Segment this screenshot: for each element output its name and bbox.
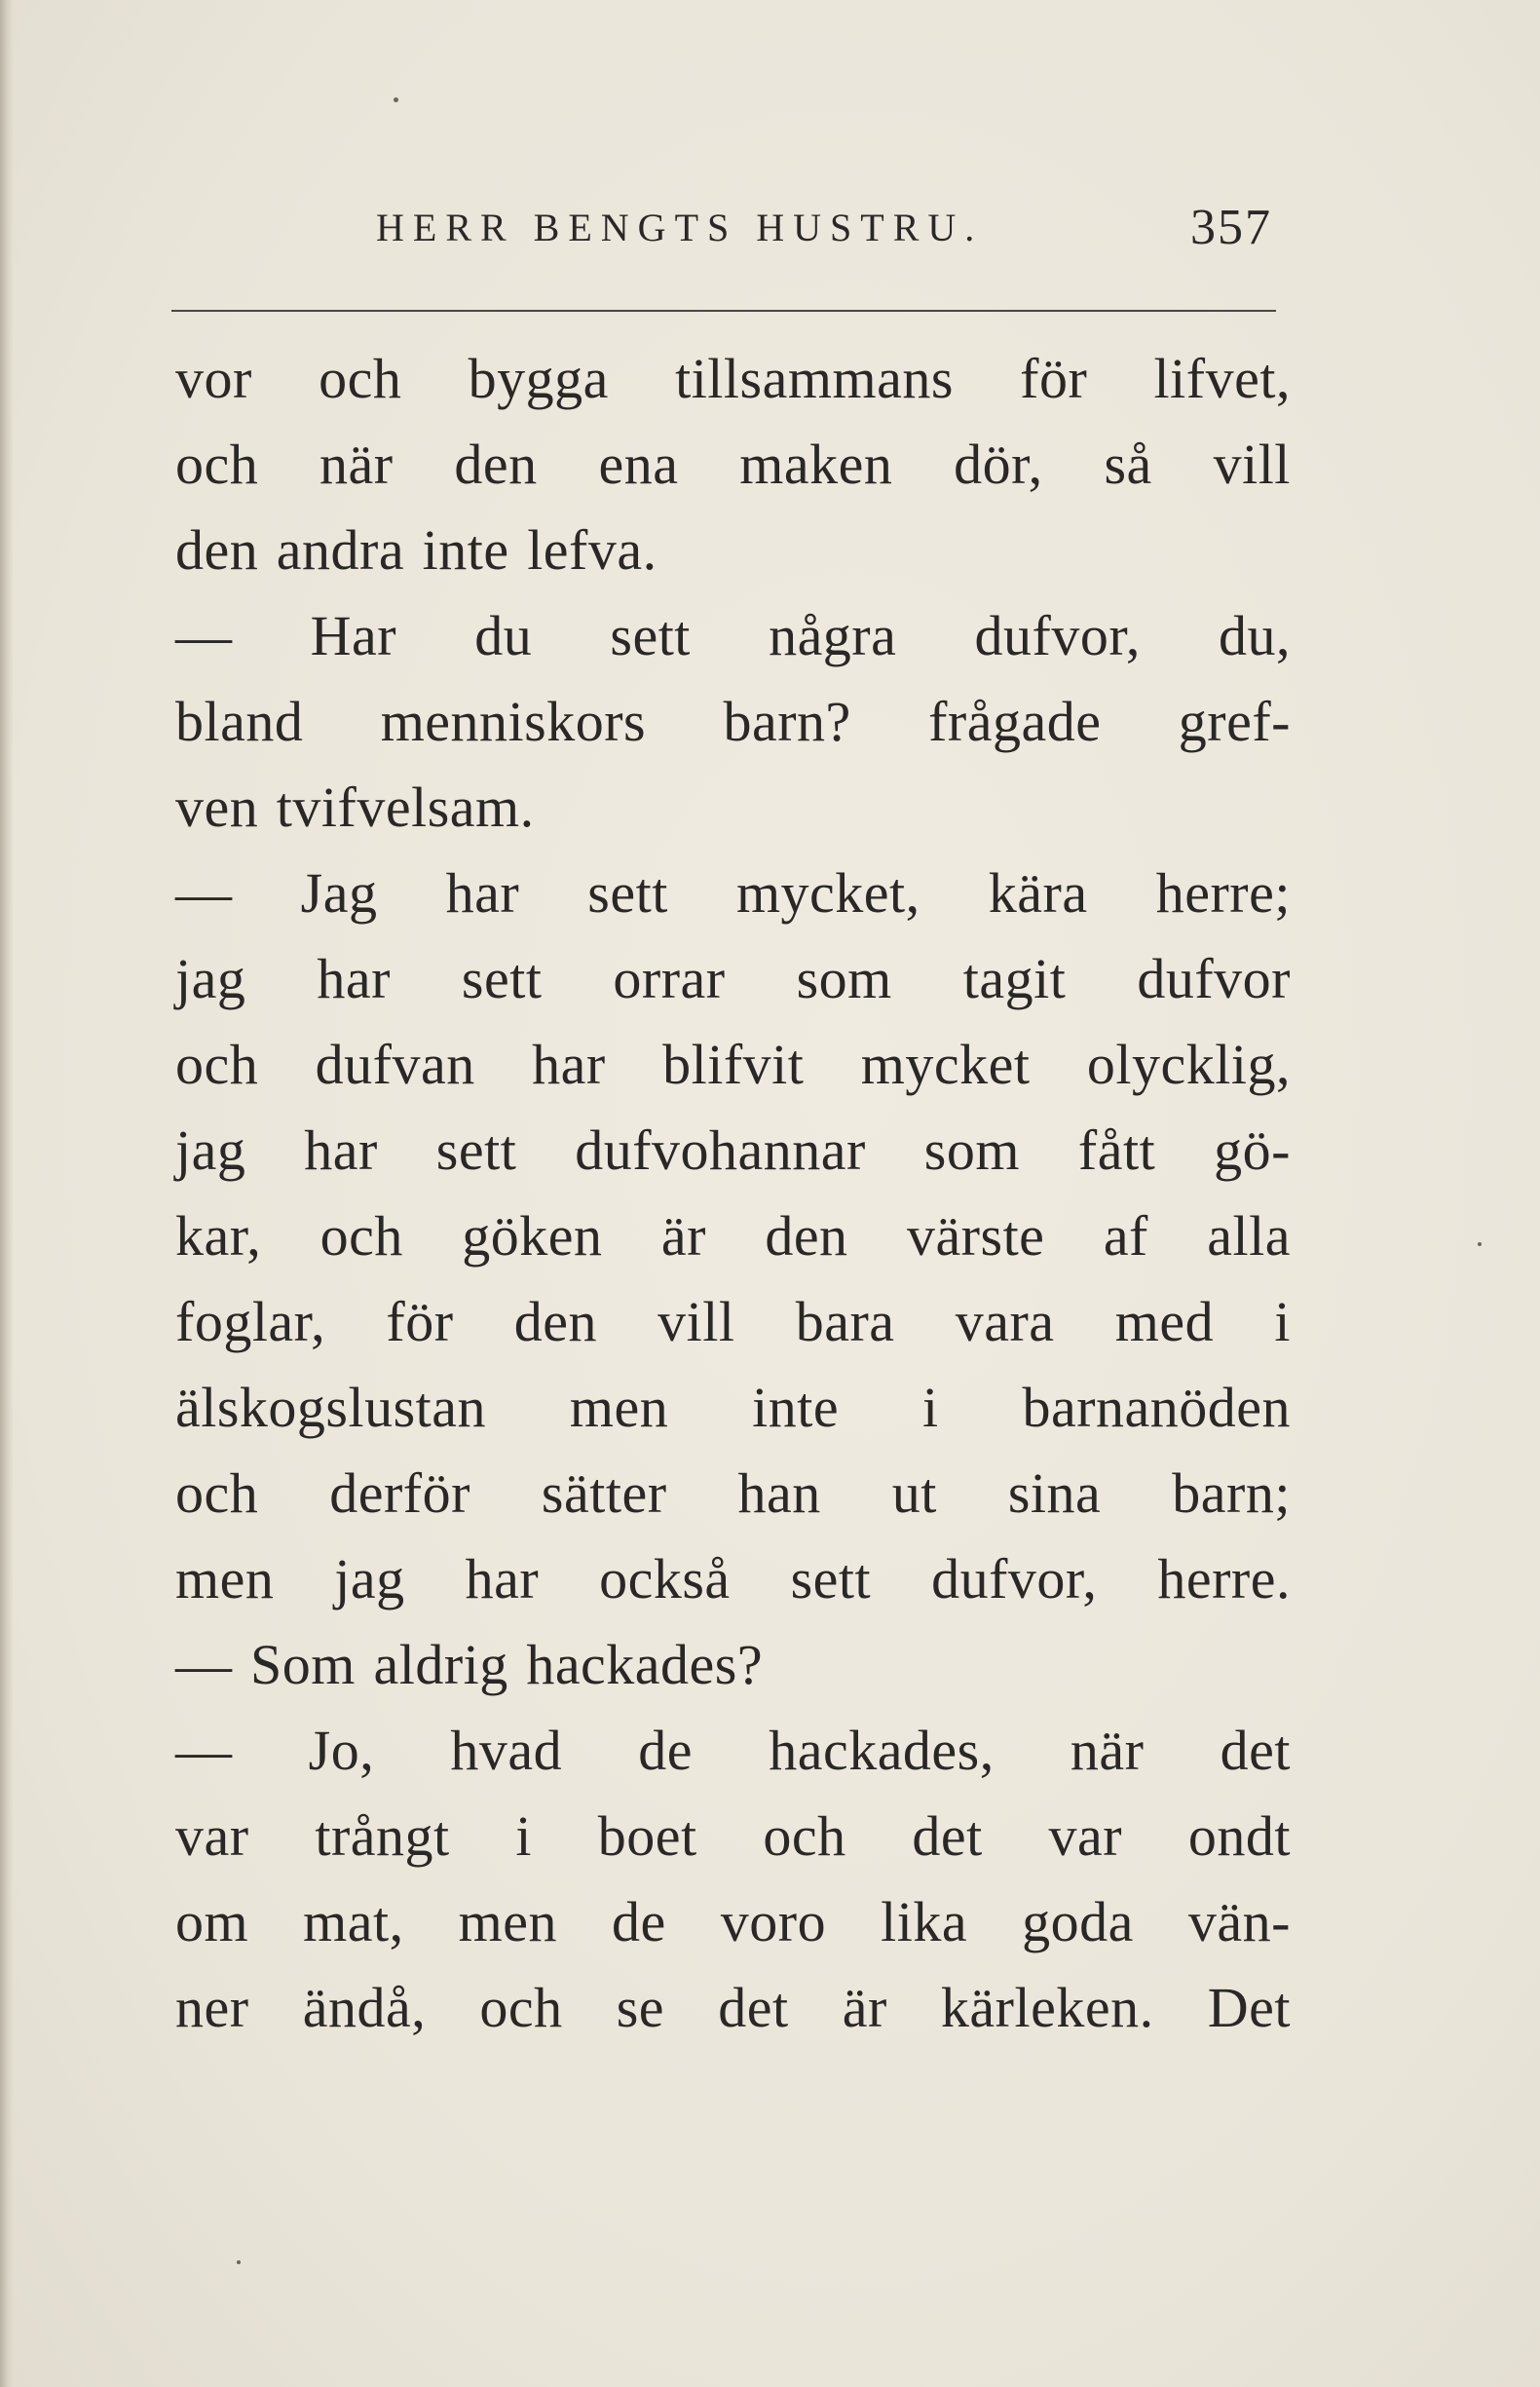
- text-line: [175, 1194, 1291, 1279]
- word: vän-: [1187, 1890, 1291, 1953]
- word: du,: [1218, 604, 1291, 667]
- word: kära: [988, 861, 1088, 925]
- word: också: [599, 1547, 731, 1610]
- word: lika: [881, 1890, 968, 1953]
- word: gref-: [1178, 690, 1291, 753]
- word: mycket,: [735, 861, 920, 925]
- word: hackades?: [526, 1633, 764, 1696]
- word: men: [458, 1890, 557, 1953]
- word: hackades,: [769, 1719, 995, 1782]
- word: gö-: [1214, 1118, 1291, 1182]
- text-line: [175, 593, 1291, 679]
- text-line: [175, 422, 1291, 508]
- word: vill: [1213, 433, 1291, 496]
- word: boet: [597, 1804, 697, 1868]
- word: och: [319, 347, 402, 410]
- word: ondt: [1187, 1804, 1291, 1868]
- page-number: 357: [1190, 200, 1272, 255]
- word: jag: [175, 947, 246, 1010]
- word: Som: [250, 1633, 356, 1696]
- word: lefva.: [527, 518, 657, 582]
- word: ändå,: [302, 1976, 427, 2039]
- word: jag: [334, 1547, 405, 1610]
- word: den: [175, 518, 259, 582]
- word: dufvor: [1137, 947, 1291, 1010]
- paper-speck: [394, 97, 398, 102]
- word: för: [1020, 347, 1088, 410]
- word: dufvor,: [974, 604, 1141, 667]
- text-line: [175, 1879, 1291, 1965]
- text-line: [175, 1108, 1291, 1194]
- word: orrar: [613, 947, 726, 1010]
- word: andra: [276, 518, 405, 582]
- word: sätter: [541, 1461, 667, 1525]
- word: det: [718, 1976, 789, 2039]
- word: och: [479, 1976, 563, 2039]
- text-line: [175, 1536, 1291, 1622]
- word: ena: [598, 433, 679, 496]
- word: ut: [891, 1461, 937, 1525]
- word: sett: [610, 604, 691, 667]
- word: tagit: [962, 947, 1067, 1010]
- word: har: [445, 861, 520, 925]
- word: och: [763, 1804, 846, 1868]
- text-line: [175, 936, 1291, 1022]
- word: var: [1048, 1804, 1123, 1868]
- word: och: [175, 1033, 259, 1096]
- word: det: [1220, 1719, 1291, 1782]
- word: är: [660, 1204, 706, 1268]
- word: barnanöden: [1022, 1376, 1291, 1439]
- word: menniskors: [380, 690, 647, 753]
- word: för: [386, 1290, 454, 1353]
- word: i: [1274, 1290, 1291, 1353]
- word: om: [175, 1890, 249, 1953]
- word: sett: [587, 861, 668, 925]
- word: och: [175, 1461, 259, 1525]
- word: hvad: [450, 1719, 563, 1782]
- word: och: [319, 1204, 403, 1268]
- word: sett: [790, 1547, 872, 1610]
- word: tillsammans: [675, 347, 954, 410]
- word: de: [612, 1890, 666, 1953]
- word: är: [842, 1976, 887, 2039]
- text-line: [175, 1365, 1291, 1451]
- word: bland: [175, 690, 304, 753]
- word: med: [1114, 1290, 1215, 1353]
- word: var: [175, 1804, 249, 1868]
- word: voro: [720, 1890, 827, 1953]
- word: som: [796, 947, 892, 1010]
- word: den: [765, 1204, 848, 1268]
- word: fått: [1077, 1118, 1156, 1182]
- word: goda: [1022, 1890, 1134, 1953]
- word: sett: [435, 1118, 517, 1182]
- word: Har: [310, 604, 397, 667]
- word: i: [921, 1376, 939, 1439]
- text-line: [175, 1708, 1291, 1794]
- word: ven: [175, 776, 259, 839]
- word: älskogslustan: [175, 1376, 487, 1439]
- word: men: [569, 1376, 669, 1439]
- word: maken: [739, 433, 893, 496]
- word: vill: [657, 1290, 735, 1353]
- text-line: [175, 679, 1291, 765]
- word: Jag: [300, 861, 378, 925]
- text-line: [175, 1022, 1291, 1108]
- paper-speck: [1478, 1242, 1482, 1246]
- word: vor: [175, 347, 252, 410]
- word: tvifvelsam.: [276, 776, 535, 839]
- word: kar,: [175, 1204, 262, 1268]
- word: mat,: [303, 1890, 404, 1953]
- word: värste: [906, 1204, 1045, 1268]
- word: dufvor,: [931, 1547, 1098, 1610]
- word: inte: [422, 518, 509, 582]
- word: sett: [461, 947, 543, 1010]
- text-line: [175, 1965, 1291, 2051]
- word: aldrig: [373, 1633, 508, 1696]
- word: dör,: [954, 433, 1043, 496]
- word: ner: [175, 1976, 249, 2039]
- word: dufvohannar: [575, 1118, 866, 1182]
- word: som: [923, 1118, 1020, 1182]
- paper-speck: [237, 2260, 241, 2264]
- word: mycket: [860, 1033, 1031, 1096]
- word: kärleken.: [940, 1976, 1154, 2039]
- word: trångt: [315, 1804, 450, 1868]
- word: olycklig,: [1086, 1033, 1291, 1096]
- word: han: [737, 1461, 821, 1525]
- word: vara: [955, 1290, 1055, 1353]
- body-text: [175, 336, 1291, 2051]
- word: se: [616, 1976, 665, 2039]
- word: bara: [795, 1290, 895, 1353]
- word: den: [513, 1290, 597, 1353]
- page-spine-edge: [0, 0, 14, 2387]
- word: det: [912, 1804, 983, 1868]
- text-line: [175, 765, 1291, 851]
- word: inte: [752, 1376, 840, 1439]
- word: barn?: [723, 690, 851, 753]
- word: den: [454, 433, 538, 496]
- word: några: [769, 604, 897, 667]
- word: göken: [462, 1204, 603, 1268]
- word: jag: [175, 1118, 246, 1182]
- text-line: [175, 508, 1291, 593]
- word: och: [175, 433, 259, 496]
- word: men: [175, 1547, 275, 1610]
- text-line: [175, 851, 1291, 936]
- text-line: [175, 1622, 1291, 1708]
- word: i: [515, 1804, 533, 1868]
- text-line: [175, 1279, 1291, 1365]
- word: blifvit: [662, 1033, 805, 1096]
- word: sina: [1007, 1461, 1102, 1525]
- word: herre.: [1157, 1547, 1291, 1610]
- word: dufvan: [315, 1033, 475, 1096]
- word: —: [175, 861, 233, 925]
- word: så: [1104, 433, 1152, 496]
- word: har: [465, 1547, 540, 1610]
- word: har: [317, 947, 391, 1010]
- word: —: [175, 1719, 233, 1782]
- word: —: [175, 604, 233, 667]
- word: har: [304, 1118, 378, 1182]
- word: af: [1103, 1204, 1148, 1268]
- word: Jo,: [308, 1719, 375, 1782]
- word: Det: [1207, 1976, 1291, 2039]
- word: alla: [1207, 1204, 1291, 1268]
- word: derför: [329, 1461, 470, 1525]
- text-line: [175, 1794, 1291, 1879]
- word: barn;: [1172, 1461, 1291, 1525]
- word: herre;: [1155, 861, 1291, 925]
- word: bygga: [468, 347, 609, 410]
- word: när: [319, 433, 394, 496]
- word: —: [175, 1633, 233, 1696]
- word: frågade: [928, 690, 1102, 753]
- word: de: [638, 1719, 694, 1782]
- word: du: [474, 604, 533, 667]
- word: när: [1070, 1719, 1145, 1782]
- header-rule: [171, 310, 1276, 312]
- text-line: [175, 1451, 1291, 1536]
- word: har: [532, 1033, 606, 1096]
- word: foglar,: [175, 1290, 326, 1353]
- text-line: [175, 336, 1291, 422]
- running-head: HERR BENGTS HUSTRU.: [376, 206, 984, 249]
- word: lifvet,: [1153, 347, 1291, 410]
